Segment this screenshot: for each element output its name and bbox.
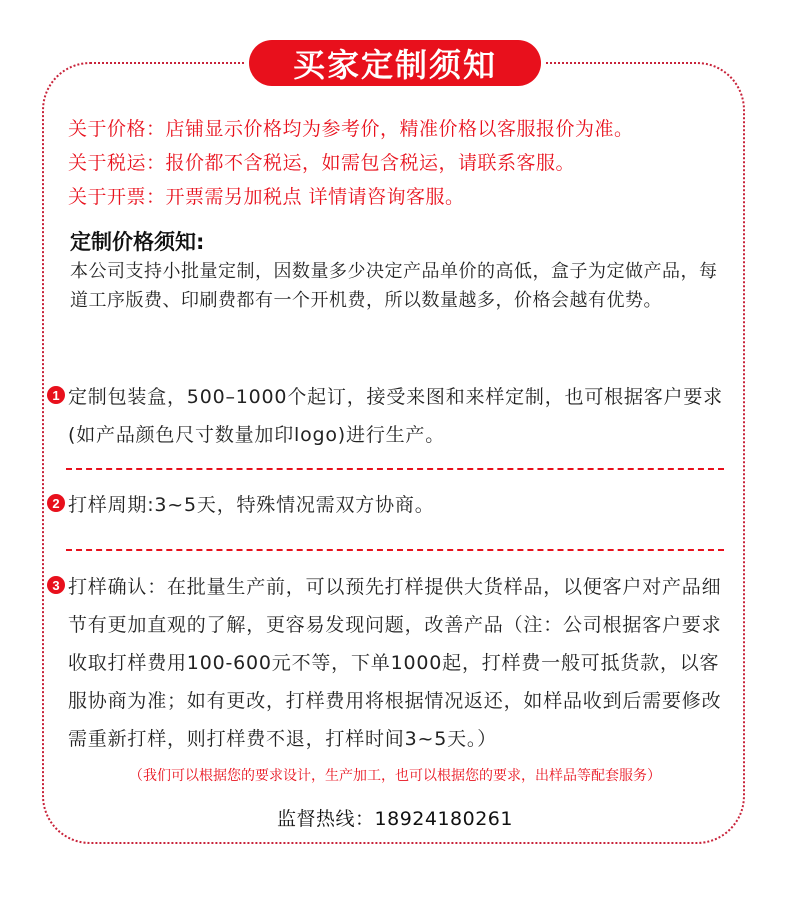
- item-text: 打样确认：在批量生产前，可以预先打样提供大货样品，以便客户对产品细节有更加直观的了解，更容易发现问题，改善产品（注：公司根据客户要求收取打样费用100-600元不等，下单1000起，打样费一般可抵货款，以客服协商为准；如有更改，打样费用将根据情况返还，如样品收到后需要修改需重新打样，则打样费不退，打样时间3~5天。）: [68, 576, 722, 750]
- service-footnote: （我们可以根据您的要求设计，生产加工，也可以根据您的要求，出样品等配套服务）: [129, 768, 661, 784]
- number-3-icon: 3: [47, 576, 65, 594]
- pricing-heading: 定制价格须知:: [70, 230, 205, 254]
- notice-label: 关于开票：: [68, 186, 166, 208]
- divider: [66, 468, 724, 470]
- divider: [66, 549, 724, 551]
- hotline-label: 监督热线：: [277, 808, 375, 830]
- list-item-sample-cycle: [47, 486, 733, 524]
- item-text: 定制包装盒，500–1000个起订，接受来图和来样定制，也可根据客户要求(如产品颜色尺寸数量加印logo)进行生产。: [68, 386, 723, 446]
- page-title: 买家定制须知: [292, 46, 497, 84]
- hotline: [0, 804, 790, 831]
- list-item-moq: [47, 378, 733, 454]
- notice-price: [68, 114, 634, 141]
- number-2-icon: 2: [47, 494, 65, 512]
- title-banner: [249, 40, 541, 86]
- list-item-sample-confirm: [47, 568, 733, 758]
- notice-invoice: [68, 182, 465, 209]
- notice-label: 关于价格：: [68, 118, 166, 140]
- notice-text: 报价都不含税运，如需包含税运，请联系客服。: [165, 152, 576, 174]
- hotline-number: 18924180261: [374, 808, 513, 830]
- item-text: 打样周期:3~5天，特殊情况需双方协商。: [68, 494, 435, 516]
- number-1-icon: 1: [47, 386, 65, 404]
- notice-label: 关于税运：: [68, 152, 166, 174]
- notice-tax-shipping: [68, 148, 575, 175]
- notice-text: 店铺显示价格均为参考价，精准价格以客服报价为准。: [165, 118, 634, 140]
- notice-text: 开票需另加税点 详情请咨询客服。: [165, 186, 465, 208]
- pricing-paragraph: 本公司支持小批量定制，因数量多少决定产品单价的高低，盒子为定做产品，每道工序版费、印刷费都有一个开机费，所以数量越多，价格会越有优势。: [70, 261, 718, 311]
